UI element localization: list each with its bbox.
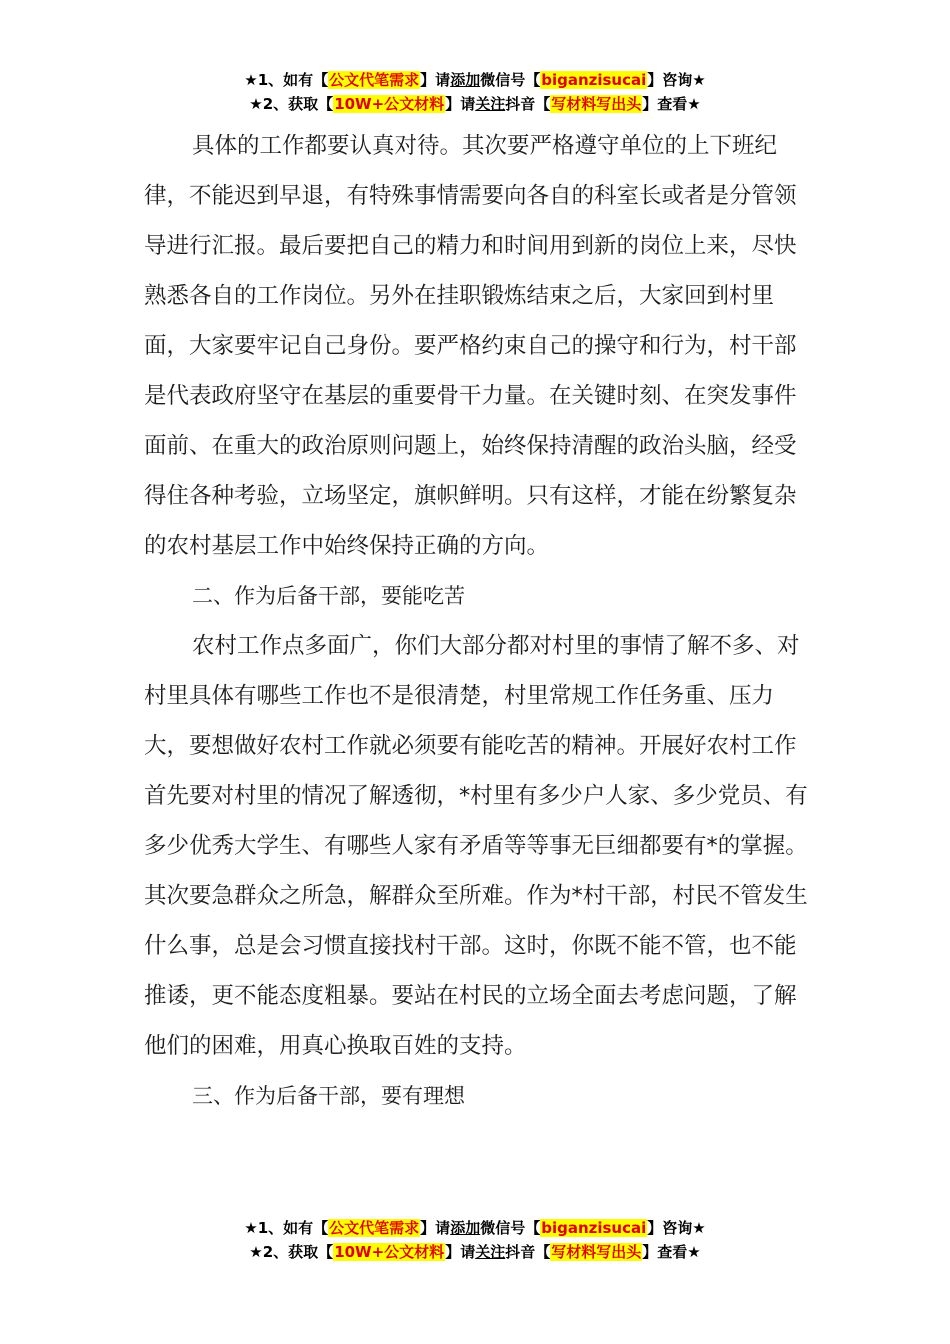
promo-text: 】咨询★ <box>647 71 706 89</box>
promo-text: 微信号【 <box>480 1219 541 1237</box>
promo-text: ★2、获取【 <box>249 95 334 113</box>
promo-banner-top <box>0 68 950 116</box>
section-heading-3: 三、作为后备干部，要有理想 <box>192 1084 465 1108</box>
promo-text: 】请 <box>445 95 476 113</box>
promo-highlight-wechat: biganzisucai <box>541 1219 647 1237</box>
promo-line-1 <box>0 68 950 92</box>
promo-highlight-wechat: biganzisucai <box>541 71 647 89</box>
promo-text: 】请 <box>420 71 451 89</box>
promo-text: 】请 <box>445 1243 476 1261</box>
promo-underline: 添加 <box>450 1219 481 1237</box>
promo-text: ★2、获取【 <box>249 1243 334 1261</box>
promo-highlight: 公文代笔需求 <box>329 71 420 89</box>
promo-text: 】请 <box>420 1219 451 1237</box>
promo-text: ★1、如有【 <box>244 1219 329 1237</box>
section-heading-2: 二、作为后备干部，要能吃苦 <box>192 584 465 608</box>
promo-text: ★1、如有【 <box>244 71 329 89</box>
promo-underline: 添加 <box>450 71 481 89</box>
promo-banner-bottom <box>0 1216 950 1264</box>
promo-line-2 <box>0 1240 950 1264</box>
promo-highlight: 公文代笔需求 <box>329 1219 420 1237</box>
promo-highlight-douyin: 写材料写出头 <box>551 1243 642 1261</box>
promo-text: 】查看★ <box>642 95 701 113</box>
promo-text: 】查看★ <box>642 1243 701 1261</box>
promo-line-1 <box>0 1216 950 1240</box>
promo-text: 】咨询★ <box>647 1219 706 1237</box>
promo-text: 微信号【 <box>480 71 541 89</box>
promo-line-2 <box>0 92 950 116</box>
document-body <box>144 121 808 1121</box>
promo-highlight-douyin: 写材料写出头 <box>551 95 642 113</box>
promo-text: 抖音【 <box>505 95 551 113</box>
promo-underline: 关注 <box>475 1243 506 1261</box>
promo-underline: 关注 <box>475 95 506 113</box>
promo-highlight: 10W+公文材料 <box>334 1243 445 1261</box>
paragraph-1: 具体的工作都要认真对待。其次要严格遵守单位的上下班纪律，不能迟到早退，有特殊事情需要向各自的科室长或者是分管领导进行汇报。最后要把自己的精力和时间用到新的岗位上来，尽快熟悉各自的工作岗位。另外在挂职锻炼结束之后，大家回到村里面，大家要牢记自己身份。要严格约束自己的操守和行为，村干部是代表政府坚守在基层的重要骨干力量。在关键时刻、在突发事件面前、在重大的政治原则问题上，始终保持清醒的政治头脑，经受得住各种考验，立场坚定，旗帜鲜明。只有这样，才能在纷繁复杂的农村基层工作中始终保持正确的方向。 <box>144 133 797 559</box>
promo-text: 抖音【 <box>505 1243 551 1261</box>
paragraph-2: 农村工作点多面广，你们大部分都对村里的事情了解不多、对村里具体有哪些工作也不是很清楚，村里常规工作任务重、压力大，要想做好农村工作就必须要有能吃苦的精神。开展好农村工作首先要对村里的情况了解透彻，*村里有多少户人家、多少党员、有多少优秀大学生、有哪些人家有矛盾等等事无巨细都要有*的掌握。其次要急群众之所急，解群众至所难。作为*村干部，村民不管发生什么事，总是会习惯直接找村干部。这时，你既不能不管，也不能推诿，更不能态度粗暴。要站在村民的立场全面去考虑问题，了解他们的困难，用真心换取百姓的支持。 <box>144 633 808 1059</box>
promo-highlight: 10W+公文材料 <box>334 95 445 113</box>
